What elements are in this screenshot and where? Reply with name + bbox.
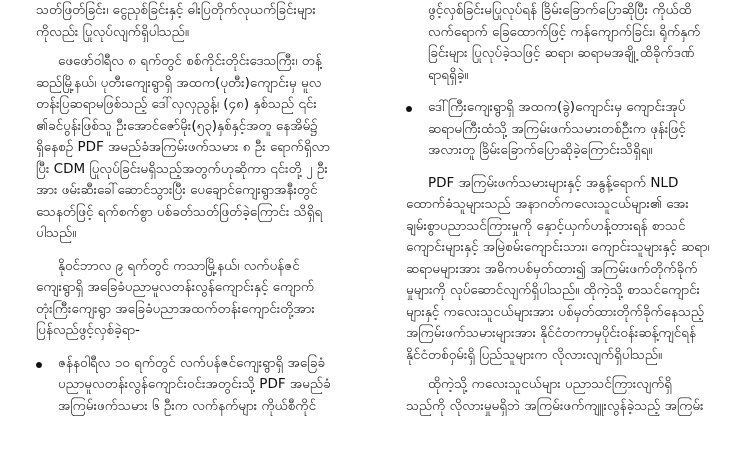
text-line: ထိုကဲ့သို့ ကလေးသူငယ်များ ပညာသင်ကြားလျက်ရှိ xyxy=(428,376,673,392)
text-line: သေနတ်ဖြင့် ရက်စက်စွာ ပစ်ခတ်သတ်ဖြတ်ခဲ့ကြောင်း သိရှိရ xyxy=(36,203,323,220)
bullet-continuation xyxy=(406,0,726,86)
text-line: ခြင်းများ ပြုလုပ်ခဲ့သဖြင့် ဆရာ၊ ဆရာမအချို့ ထိခိုက်ဒဏ် xyxy=(428,45,695,61)
text-line: တန်းပြဆရာမဖြစ်သည့် ဒေါ်လှလှညွန့်၊ (၄၈) နှစ်သည် ၎င်း xyxy=(36,96,317,112)
text-line: ကျောင်းများနှင့် အမြဲစမ်းကျောင်းသား၊ ကျောင်းသူများနှင့် ဆရာ၊ xyxy=(406,239,710,255)
paragraph-1 xyxy=(36,0,356,43)
text-line: ထောက်ခံသူများသည် အနာဂတ်ကလေးသူငယ်များ၏ အေး xyxy=(406,196,689,212)
left-column xyxy=(36,0,356,417)
text-line: ဖေဖော်ဝါရီလ ၈ ရက်တွင် စစ်ကိုင်းတိုင်းဒေသကြီး၊ တန့် xyxy=(58,53,322,69)
text-line: ကျေးရွာရှိ အခြေခံပညာမူလတန်းလွန်ကျောင်းနှင့် ကျောက် xyxy=(36,279,315,295)
text-line: သည်ကို လိုလားမှုမရှိဘဲ အကြမ်းဖက်ကျူးလွန်ခဲ့သည့် အကြမ်း xyxy=(406,397,704,414)
bullet-dot-icon xyxy=(406,106,412,112)
paragraph-3 xyxy=(36,256,356,342)
text-line: ဆရာမကြီးထံသို့ အကြမ်းဖက်သမားတစ်ဦးက ဖုန်းဖြင့် xyxy=(428,120,686,137)
text-line: များနှင့် ကလေးသူငယ်များအား ပစ်မှတ်ထားတိုက်ခိုက်နေသည့် xyxy=(406,303,705,320)
paragraph-2 xyxy=(36,51,356,245)
text-line: အကြမ်းဖက်သမားများအား နိုင်ငံတကာမှပိုင်းဝန်းဆန့်ကျင်ရန် xyxy=(406,325,696,341)
text-line: ချမ်းစွာပညာသင်ကြားမှုကို နှောင့်ယှက်ဟန့်တားရန် စာသင် xyxy=(406,217,686,234)
paragraph-4 xyxy=(406,173,726,367)
text-line: ပါသည်။ xyxy=(36,225,77,241)
text-line: ကိုလည်း ပြုလုပ်လျက်ရှိပါသည်။ xyxy=(36,23,189,40)
right-column xyxy=(406,0,726,417)
text-line: အကြမ်းဖက်သမား ၆ ဦးက လက်နက်များ ကိုယ်စီကိုင် xyxy=(58,397,317,414)
text-line: မှုများကို လုပ်ဆောင်လျက်ရှိပါသည်။ ထိုကဲ့သို့ စာသင်ကျောင်း xyxy=(406,282,700,298)
text-line: တုံးကြီးကျေးရွာ အခြေခံပညာအထက်တန်းကျောင်းတို့အား xyxy=(36,300,315,317)
text-line: ၏ခင်ပွန်းဖြစ်သူ ဦးအောင်ဇော်မိုး(၅၃)နှစ်နှင့်အတူ နေအိမ်၌ xyxy=(36,117,318,134)
text-line: ရာရရှိခဲ့။ xyxy=(428,66,469,83)
text-line: သတ်ဖြတ်ခြင်း၊ ငွေညှစ်ခြင်းနှင့် ဓါးပြတိုက်လုယက်ခြင်းများ xyxy=(36,2,316,18)
text-line: အလားတူ ခြိမ်းခြောက်ပြောဆိုခဲ့ကြောင်းသိရှိရ။ xyxy=(428,142,653,158)
text-line: ဒေါ်ကြီးကျေးရွာရှိ အထက(ခွဲ)ကျောင်းမှ ကျောင်းအုပ် xyxy=(428,99,686,115)
text-line: ပညာမူလတန်းလွန်ကျောင်းဝင်းအတွင်းသို့ PDF အမည်ခံ xyxy=(58,376,331,392)
bullet-item-1 xyxy=(36,353,356,418)
text-line: ဖွင့်လှစ်ခြင်းမပြုလုပ်ရန် ခြိမ်းခြောက်ပြောဆိုပြီး ကိုယ်ထိ xyxy=(428,2,692,18)
text-line: နိုင်ငံတစ်ဝှမ်းရှိ ပြည်သူများက လိုလားလျက်ရှိပါသည်။ xyxy=(406,346,663,363)
text-line: ပြီး CDM ပြုလုပ်ခြင်းမရှိသည့်အတွက်ဟုဆိုကာ ၎င်းတို့ ၂ ဦး xyxy=(36,160,328,177)
text-line: PDF အကြမ်းဖက်သမားများနှင့် အနွန့်ရောက် NLD xyxy=(428,174,679,191)
text-line: ဇန်နဝါရီလ ၁၀ ရက်တွင် လက်ပန်ဇင်ကျေးရွာရှိ အခြေခံ xyxy=(58,354,325,371)
bullet-item-2 xyxy=(406,97,726,162)
text-line: ဆရာမများအား အဓိကပစ်မှတ်ထား၍ အကြမ်းဖက်တိုက်ခိုက် xyxy=(406,260,698,277)
text-line: လက်ရောက် ခြေထောက်ဖြင့် ကန်ကျောက်ခြင်း၊ ရိုက်နှက် xyxy=(428,23,701,40)
text-line: ဆည်မြို့နယ်၊ ပုတီးကျေးရွာရှိ အထက(ပုတီး)ကျောင်းမှ မူလ xyxy=(36,74,322,91)
text-line: ရှိနေစဉ် PDF အမည်ခံအကြမ်းဖက်သမား ၈ ဦး ရောက်ရှိလာ xyxy=(36,139,330,155)
bullet-dot-icon xyxy=(36,362,42,368)
text-line: ပြန်လည်ဖွင့်လှစ်ခဲ့ရာ- xyxy=(36,322,140,338)
paragraph-5 xyxy=(406,374,726,417)
text-line: နိုဝင်ဘာလ ၉ ရက်တွင် ကသာမြို့နယ်၊ လက်ပန်ဇင် xyxy=(58,257,300,274)
text-line: အား ဖမ်းဆီးခေါ်ဆောင်သွားပြီး ပေချောင်ကျေးရွာအနီးတွင် xyxy=(36,182,318,198)
